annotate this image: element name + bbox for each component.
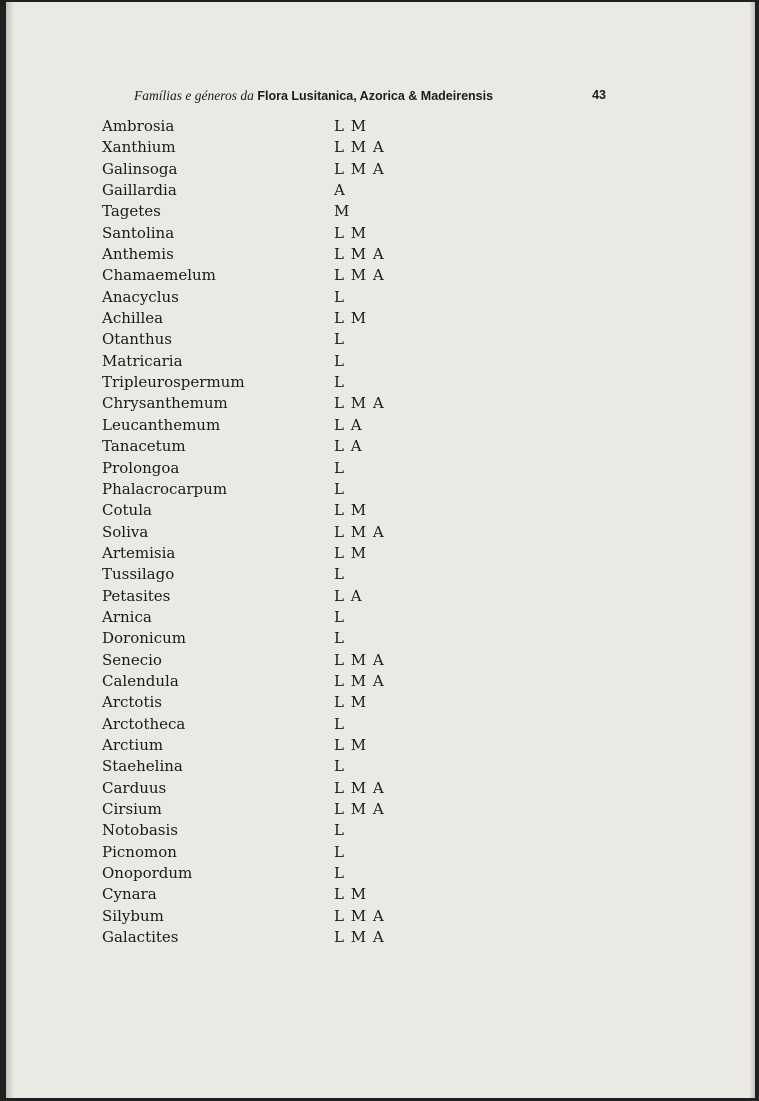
distribution-code: L: [334, 458, 345, 477]
genus-name: Xanthium: [102, 138, 176, 157]
distribution-code: L M A: [334, 906, 385, 925]
book-page: [6, 2, 755, 1098]
genus-name: Cynara: [102, 885, 157, 904]
distribution-code: M: [334, 202, 351, 221]
genus-name: Chrysanthemum: [102, 394, 228, 413]
genus-name: Tripleurospermum: [102, 373, 245, 392]
list-item: [6, 393, 755, 414]
list-item: [6, 244, 755, 265]
list-item: [6, 820, 755, 841]
list-item: [6, 223, 755, 244]
genus-name: Artemisia: [102, 543, 176, 562]
distribution-code: L: [334, 821, 345, 840]
distribution-code: L: [334, 607, 345, 626]
genus-name: Santolina: [102, 223, 175, 242]
list-item: [6, 372, 755, 393]
list-item: [6, 329, 755, 350]
distribution-code: L M A: [334, 266, 385, 285]
distribution-code: L: [334, 373, 345, 392]
list-item: [6, 927, 755, 948]
genus-name: Cirsium: [102, 800, 162, 818]
distribution-code: L: [334, 629, 345, 648]
list-item: [6, 500, 755, 521]
distribution-code: L M A: [334, 650, 385, 669]
genus-name: Matricaria: [102, 351, 183, 370]
header-title: Flora Lusitanica, Azorica & Madeirensis: [257, 89, 494, 103]
list-item: [6, 265, 755, 286]
distribution-code: L A: [334, 437, 363, 456]
list-item: [6, 287, 755, 308]
list-item: [6, 671, 755, 692]
list-item: [6, 607, 755, 628]
genus-name: Onopordum: [102, 864, 193, 883]
genus-name: Arctium: [102, 735, 164, 754]
list-item: [6, 884, 755, 905]
genus-name: Leucanthemum: [102, 415, 221, 434]
header-italic: Famílias e géneros da: [134, 88, 254, 103]
distribution-code: L A: [334, 415, 363, 434]
genus-name: Chamaemelum: [102, 266, 216, 285]
distribution-code: L: [334, 351, 345, 370]
distribution-code: L M: [334, 223, 368, 242]
list-item: [6, 799, 755, 820]
distribution-code: L: [334, 714, 345, 733]
list-item: [6, 650, 755, 671]
distribution-code: L M A: [334, 138, 385, 157]
list-item: [6, 756, 755, 777]
distribution-code: L M: [334, 735, 368, 754]
list-item: [6, 628, 755, 649]
distribution-code: A: [334, 181, 346, 200]
list-item: [6, 159, 755, 180]
genus-name: Arctotis: [102, 693, 162, 712]
genus-name: Gaillardia: [102, 181, 177, 200]
list-item: [6, 586, 755, 607]
distribution-code: L: [334, 565, 345, 584]
distribution-code: L: [334, 842, 345, 861]
list-item: [6, 842, 755, 863]
distribution-code: L: [334, 757, 345, 776]
distribution-code: L M: [334, 885, 368, 904]
list-item: [6, 308, 755, 329]
genus-name: Picnomon: [102, 842, 177, 861]
genus-name: Otanthus: [102, 330, 172, 349]
distribution-code: L M: [334, 693, 368, 712]
genus-name: Ambrosia: [102, 117, 175, 135]
distribution-code: L: [334, 479, 345, 498]
genus-list: [6, 116, 755, 948]
distribution-code: L M A: [334, 522, 385, 541]
genus-name: Doronicum: [102, 629, 187, 648]
list-item: [6, 137, 755, 158]
distribution-code: L M: [334, 117, 368, 135]
distribution-code: L M A: [334, 245, 385, 264]
distribution-code: L M: [334, 543, 368, 562]
genus-name: Anthemis: [102, 245, 174, 264]
genus-name: Cotula: [102, 501, 152, 520]
genus-name: Arnica: [102, 607, 152, 626]
list-item: [6, 436, 755, 457]
list-item: [6, 415, 755, 436]
list-item: [6, 863, 755, 884]
genus-name: Senecio: [102, 650, 162, 669]
list-item: [6, 564, 755, 585]
genus-name: Tussilago: [102, 565, 175, 584]
list-item: [6, 543, 755, 564]
distribution-code: L: [334, 330, 345, 349]
list-item: [6, 778, 755, 799]
genus-name: Arctotheca: [102, 714, 186, 733]
genus-name: Petasites: [102, 586, 171, 605]
distribution-code: L M A: [334, 928, 385, 947]
genus-name: Galinsoga: [102, 159, 178, 178]
genus-name: Notobasis: [102, 821, 178, 840]
distribution-code: L M: [334, 501, 368, 520]
genus-name: Soliva: [102, 522, 149, 541]
distribution-code: L M A: [334, 778, 385, 797]
genus-name: Phalacrocarpum: [102, 479, 228, 498]
genus-name: Tanacetum: [102, 437, 186, 456]
genus-name: Tagetes: [102, 202, 161, 221]
genus-name: Galactites: [102, 928, 179, 947]
genus-name: Prolongoa: [102, 458, 180, 477]
distribution-code: L M A: [334, 800, 385, 818]
list-item: [6, 692, 755, 713]
list-item: [6, 116, 755, 137]
running-header: [134, 88, 604, 104]
genus-name: Staehelina: [102, 757, 183, 776]
genus-name: Carduus: [102, 778, 167, 797]
list-item: [6, 351, 755, 372]
distribution-code: L: [334, 864, 345, 883]
distribution-code: L: [334, 287, 345, 306]
distribution-code: L M: [334, 309, 368, 328]
list-item: [6, 714, 755, 735]
list-item: [6, 522, 755, 543]
distribution-code: L M A: [334, 671, 385, 690]
list-item: [6, 180, 755, 201]
distribution-code: L M A: [334, 159, 385, 178]
distribution-code: L M A: [334, 394, 385, 413]
distribution-code: L A: [334, 586, 363, 605]
genus-name: Silybum: [102, 906, 164, 925]
list-item: [6, 479, 755, 500]
genus-name: Achillea: [102, 309, 164, 328]
page-number: 43: [592, 88, 606, 102]
list-item: [6, 906, 755, 927]
list-item: [6, 458, 755, 479]
genus-name: Calendula: [102, 671, 179, 690]
list-item: [6, 735, 755, 756]
list-item: [6, 201, 755, 222]
genus-name: Anacyclus: [102, 287, 179, 306]
